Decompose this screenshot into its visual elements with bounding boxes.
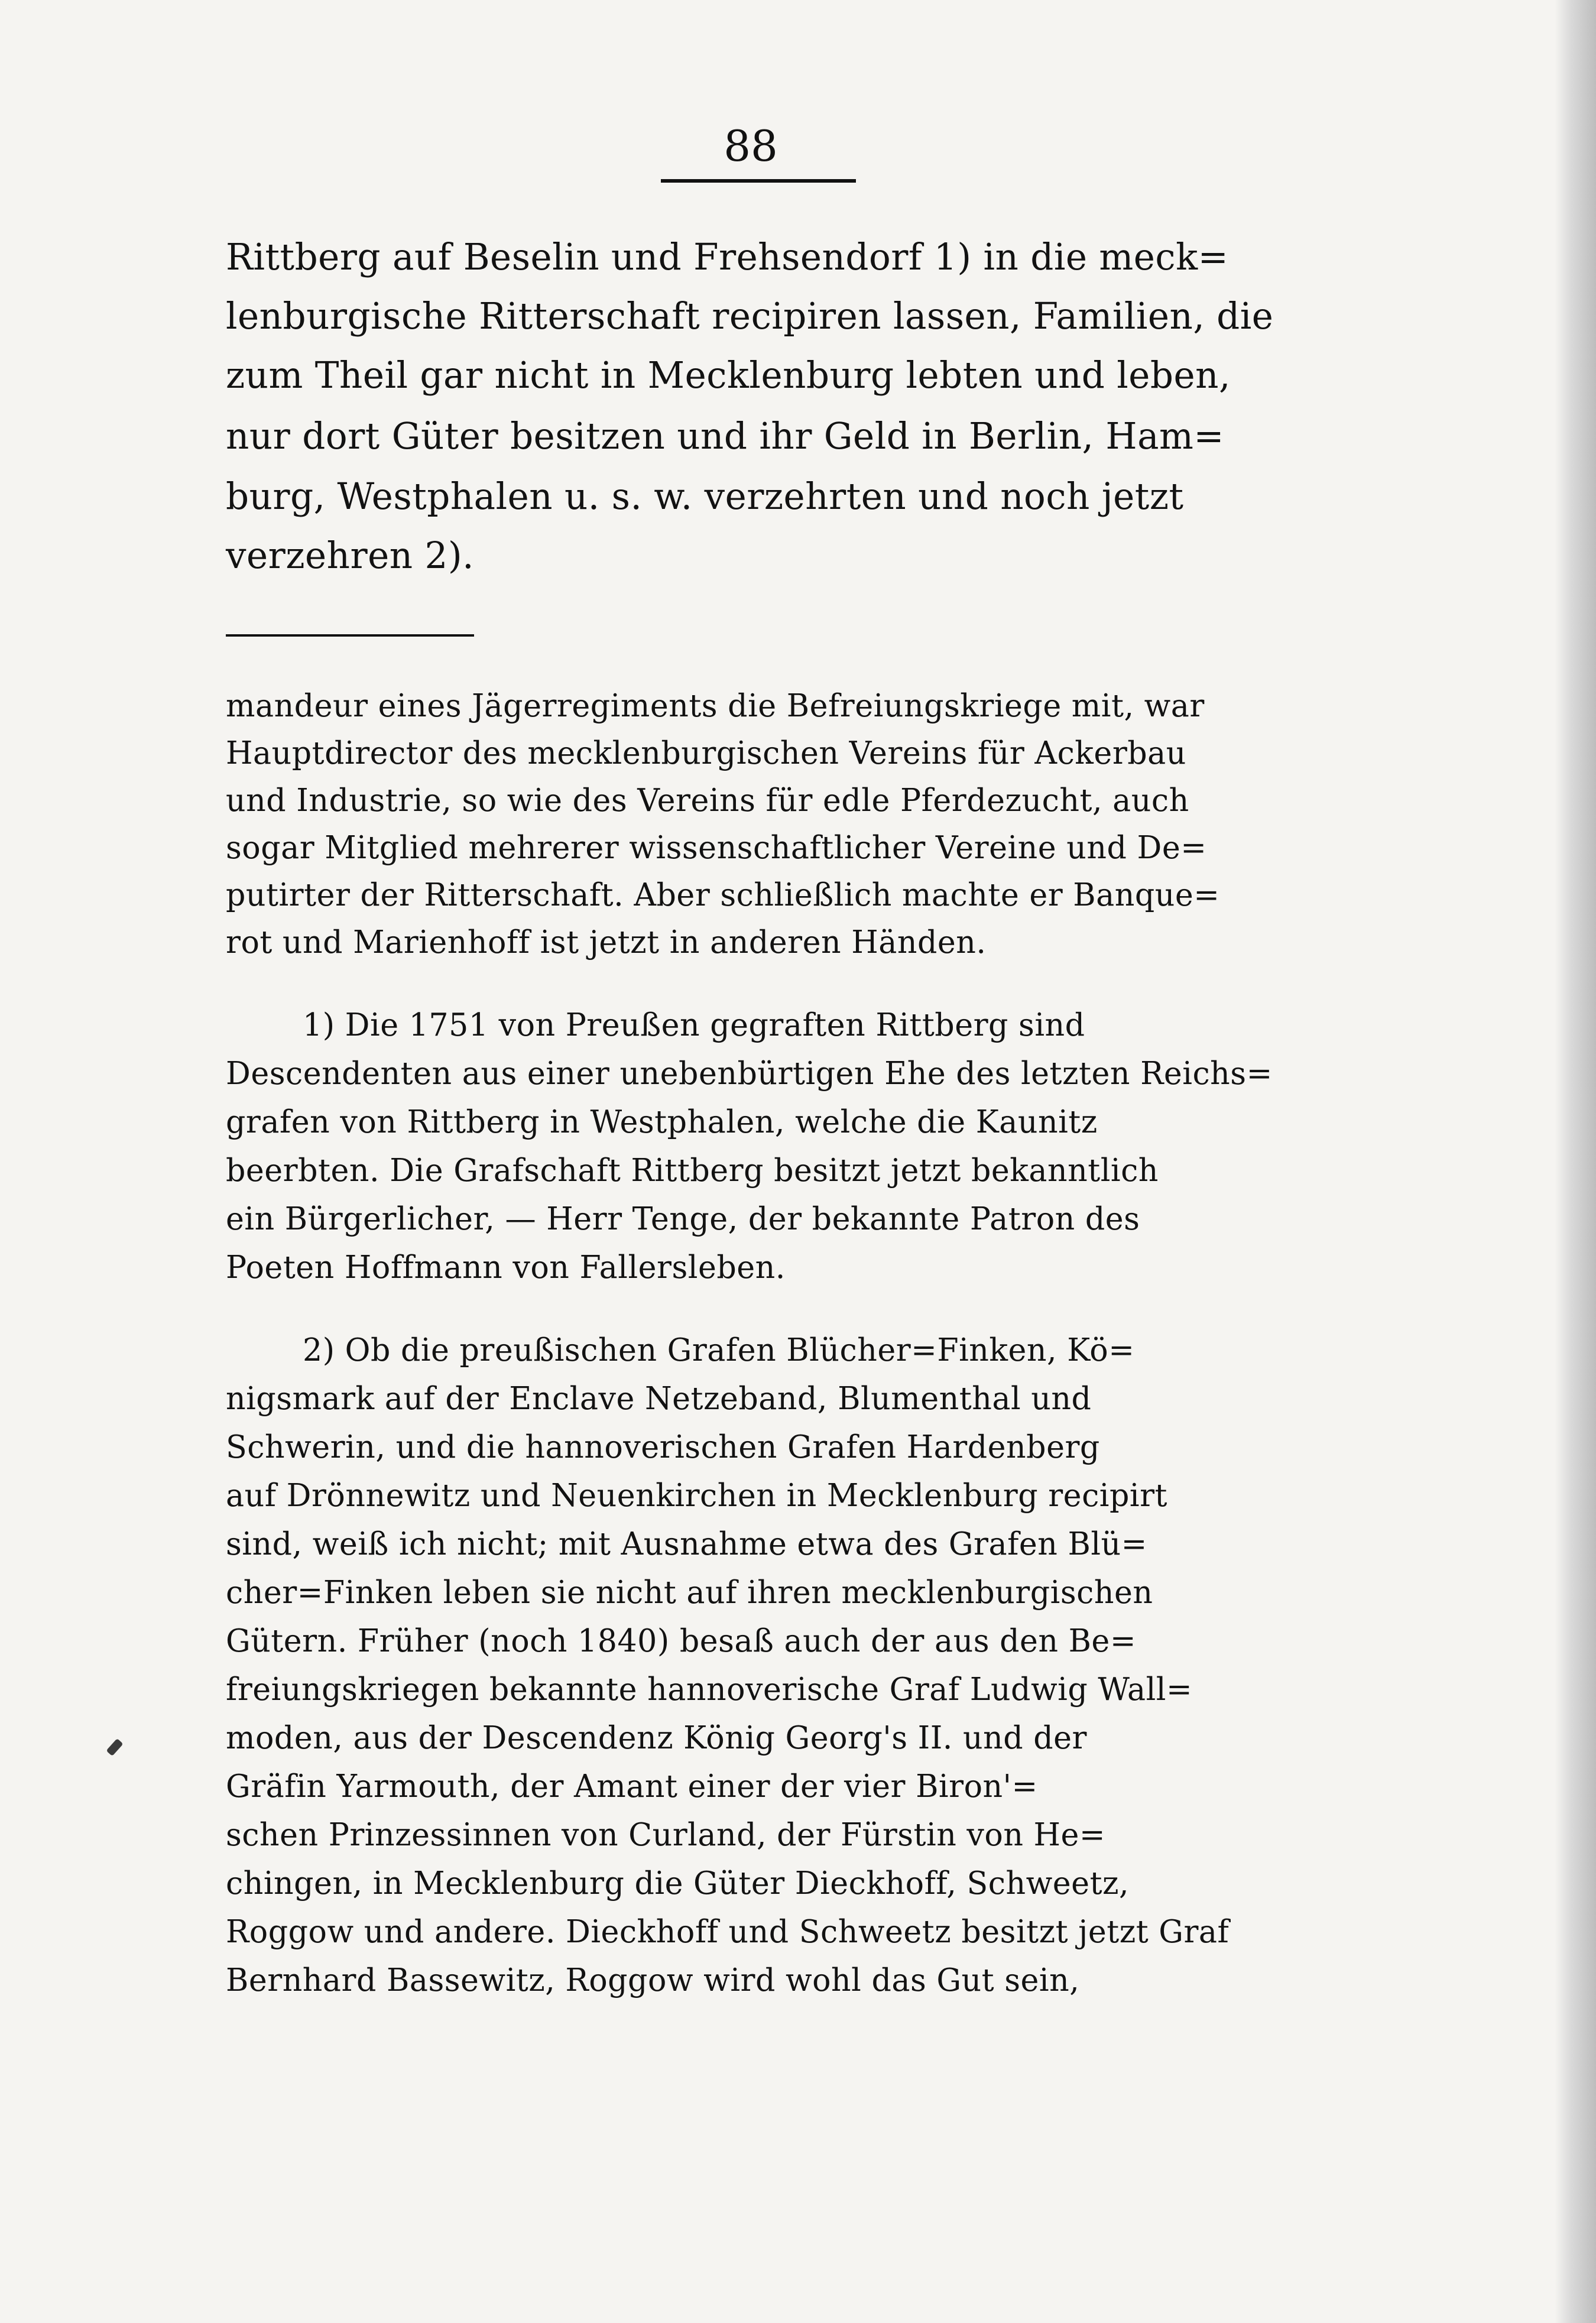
footnote-continuation-line-1: mandeur eines Jägerregiments die Befreiungskriege mit, war [226,688,1205,724]
footnote-2-line-13: Roggow und andere. Dieckhoff und Schweetz besitzt jetzt Graf [226,1914,1230,1950]
footnote-2-line-12: chingen, in Mecklenburg die Güter Dieckhoff, Schweetz, [226,1865,1130,1902]
main-line-3: zum Theil gar nicht in Mecklenburg lebten und leben, [226,353,1231,397]
footnote-2-line-8: freiungskriegen bekannte hannoverische Graf Ludwig Wall= [226,1672,1193,1708]
main-line-6: verzehren 2). [226,534,475,577]
header-rule [661,179,856,183]
footnote-1-line-6: Poeten Hoffmann von Fallersleben. [226,1250,786,1286]
main-line-4: nur dort Güter besitzen und ihr Geld in Berlin, Ham= [226,414,1225,458]
page-edge-shadow [1555,0,1596,2323]
footnote-1-line-3: grafen von Rittberg in Westphalen, welche die Kaunitz [226,1104,1098,1140]
footnote-2-line-10: Gräfin Yarmouth, der Amant einer der vier Biron'= [226,1769,1038,1805]
footnote-continuation-line-6: rot und Marienhoff ist jetzt in anderen Händen. [226,924,987,961]
footnote-continuation-line-5: putirter der Ritterschaft. Aber schließlich machte er Banque= [226,877,1220,913]
footnote-1-line-2: Descendenten aus einer unebenbürtigen Ehe des letzten Reichs= [226,1056,1273,1092]
footnote-2-line-6: cher=Finken leben sie nicht auf ihren mecklenburgischen [226,1575,1153,1611]
footnote-1-line-4: beerbten. Die Grafschaft Rittberg besitzt jetzt bekanntlich [226,1153,1159,1189]
footnote-1-line-1: 1) Die 1751 von Preußen gegraften Rittberg sind [303,1007,1085,1043]
footnote-2-line-9: moden, aus der Descendenz König Georg's II. und der [226,1720,1087,1756]
footnote-2-line-4: auf Drönnewitz und Neuenkirchen in Mecklenburg recipirt [226,1478,1168,1514]
footnote-2-line-1: 2) Ob die preußischen Grafen Blücher=Finken, Kö= [303,1332,1135,1368]
footnote-continuation-line-3: und Industrie, so wie des Vereins für edle Pferdezucht, auch [226,783,1189,819]
page-number: 88 [724,121,778,171]
footnote-2-line-7: Gütern. Früher (noch 1840) besaß auch der aus den Be= [226,1623,1137,1659]
footnote-2-line-3: Schwerin, und die hannoverischen Grafen Hardenberg [226,1429,1100,1465]
footnote-separator [226,634,474,637]
footnote-continuation-line-2: Hauptdirector des mecklenburgischen Vereins für Ackerbau [226,735,1186,771]
footnote-continuation-line-4: sogar Mitglied mehrerer wissenschaftlicher Vereine und De= [226,830,1207,866]
footnote-1-line-5: ein Bürgerlicher, — Herr Tenge, der bekannte Patron des [226,1201,1140,1237]
ink-mark [106,1738,123,1756]
main-line-2: lenburgische Ritterschaft recipiren lassen, Familien, die [226,294,1274,338]
footnote-2-line-5: sind, weiß ich nicht; mit Ausnahme etwa des Grafen Blü= [226,1526,1147,1562]
main-line-1: Rittberg auf Beselin und Frehsendorf 1) in die meck= [226,235,1229,278]
main-line-5: burg, Westphalen u. s. w. verzehrten und noch jetzt [226,475,1184,518]
footnote-2-line-11: schen Prinzessinnen von Curland, der Fürstin von He= [226,1817,1106,1853]
footnote-2-line-14: Bernhard Bassewitz, Roggow wird wohl das Gut sein, [226,1962,1080,1998]
footnote-2-line-2: nigsmark auf der Enclave Netzeband, Blumenthal und [226,1381,1092,1417]
